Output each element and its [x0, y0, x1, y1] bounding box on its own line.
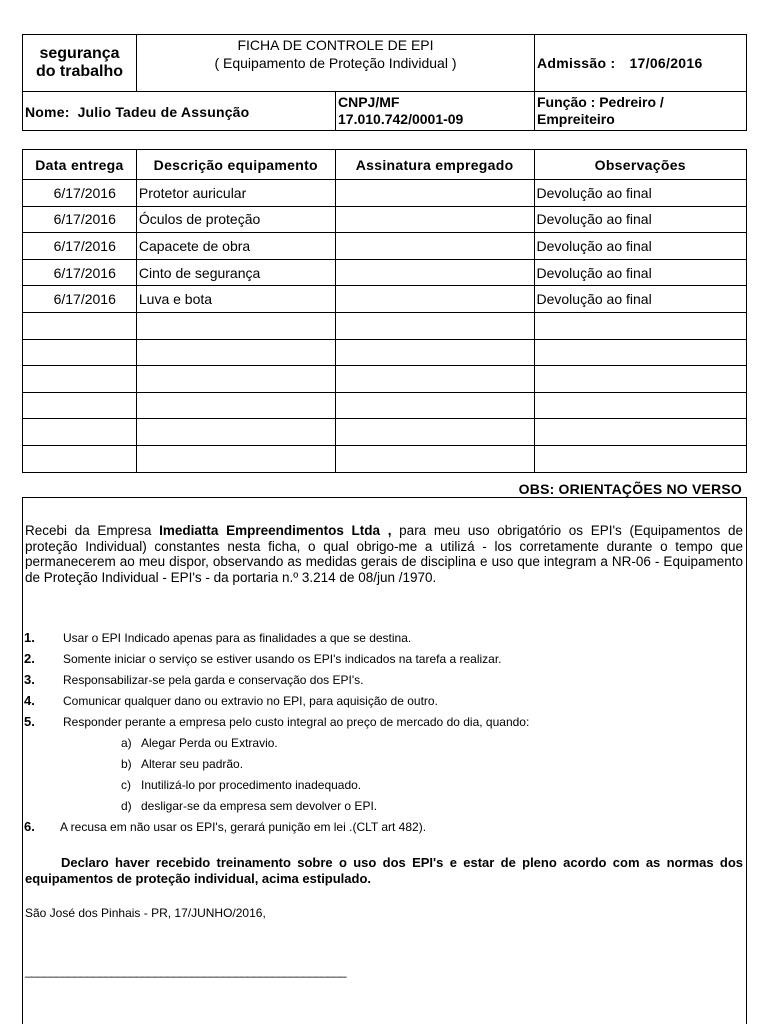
cell-date: [23, 392, 137, 419]
obs-verso-note: OBS: ORIENTAÇÕES NO VERSO: [518, 481, 742, 497]
table-row: [23, 312, 747, 339]
sub-text: Inutilizá-lo por procedimento inadequado.: [141, 777, 362, 792]
rules-list: [23, 627, 741, 837]
rule-number: 2.: [24, 651, 35, 666]
rule-text: Somente iniciar o serviço se estiver usando os EPI's indicados na tarefa a realizar.: [63, 651, 502, 666]
cell-observation: Devolução ao final: [534, 206, 747, 233]
cell-description: [136, 392, 335, 419]
table-row: [23, 286, 747, 313]
sub-item: [23, 795, 741, 816]
cell-description: Capacete de obra: [136, 233, 335, 260]
cnpj-label: CNPJ/MF: [338, 94, 400, 110]
function-line-1: Função : Pedreiro /: [537, 94, 664, 110]
cell-observation: Devolução ao final: [534, 233, 747, 260]
cell-description: [136, 339, 335, 366]
table-body: [23, 180, 747, 473]
cell-observation: [534, 445, 747, 472]
cell-date: [23, 419, 137, 446]
sub-letter: a): [121, 735, 132, 750]
sub-letter: c): [121, 777, 131, 792]
title-line-1: FICHA DE CONTROLE DE EPI: [237, 37, 434, 53]
function-line-2: Empreiteiro: [537, 111, 615, 127]
cell-description: Óculos de proteção: [136, 206, 335, 233]
rule-item: [23, 816, 741, 837]
rule-text: A recusa em não usar os EPI's, gerará punição em lei .(CLT art 482).: [60, 819, 427, 834]
cell-description: [136, 419, 335, 446]
table-row: [23, 339, 747, 366]
admission-label: Admissão :: [537, 55, 616, 71]
cell-date: [23, 445, 137, 472]
terms-intro: [25, 523, 743, 585]
sub-text: desligar-se da empresa sem devolver o EPI.: [141, 798, 378, 813]
form-title: [137, 35, 535, 92]
cell-signature: [335, 233, 534, 260]
table-header-row: [23, 150, 747, 180]
cell-observation: Devolução ao final: [534, 180, 747, 207]
cell-description: [136, 312, 335, 339]
admission-value: 17/06/2016: [629, 55, 703, 71]
rule-item: [23, 648, 741, 669]
cnpj-cell: [336, 92, 535, 131]
rule-number: 4.: [24, 693, 35, 708]
logo-cell: [23, 35, 137, 92]
rule-text: Responsabilizar-se pela garda e conservação dos EPI's.: [63, 672, 364, 687]
cell-description: Protetor auricular: [136, 180, 335, 207]
name-value: Julio Tadeu de Assunção: [77, 103, 250, 120]
intro-before-company: Recebi da Empresa: [25, 523, 160, 538]
rule-item: [23, 627, 741, 648]
cell-date: 6/17/2016: [23, 286, 137, 313]
rule-item: [23, 690, 741, 711]
rule-number: 3.: [24, 672, 35, 687]
cell-signature: [335, 339, 534, 366]
intro-after-company: para meu uso obrigatório os EPI's (Equipamentos de proteção Individual) constantes nesta ficha, o qual obrigo-me a utilizá - los corretamente durante o tempo que permanecerem ao meu dispor, observando as medidas gerais de disciplina e uso que integram a NR-06 - Equipamento de Proteção Individual - EPI's - da portaria n.º 3.214 de 08/jun /1970.: [25, 523, 743, 585]
rule-text: Comunicar qualquer dano ou extravio no EPI, para aquisição de outro.: [63, 693, 438, 708]
table-row: [23, 259, 747, 286]
logo-line-1: segurança: [39, 45, 120, 62]
col-header-signature: Assinatura empregado: [335, 150, 534, 180]
cell-signature: [335, 206, 534, 233]
cell-signature: [335, 286, 534, 313]
table-row: [23, 392, 747, 419]
rule-number: 5.: [24, 714, 35, 729]
name-label: Nome:: [25, 103, 70, 120]
sub-letter: b): [121, 756, 132, 771]
company-name: Imediatta Empreendimentos Ltda ,: [159, 523, 392, 538]
cell-observation: [534, 392, 747, 419]
declaration-text: Declaro haver recebido treinamento sobre o uso dos EPI's e estar de pleno acordo com as normas dos equipamentos de proteção individual, acima estipulado.: [25, 855, 743, 886]
sub-item: [23, 774, 741, 795]
cell-date: [23, 312, 137, 339]
sub-item: [23, 753, 741, 774]
table-row: [23, 366, 747, 393]
table-row: [23, 419, 747, 446]
rule-number: 6.: [24, 819, 35, 834]
cell-date: 6/17/2016: [23, 180, 137, 207]
admission-cell: [535, 35, 747, 92]
rule-item: [23, 711, 741, 732]
city-date: São José dos Pinhais - PR, 17/JUNHO/2016,: [25, 906, 266, 920]
cell-description: [136, 445, 335, 472]
logo-line-2: do trabalho: [35, 63, 124, 80]
sub-item: [23, 732, 741, 753]
sub-letter: d): [121, 798, 132, 813]
employee-name-cell: [23, 92, 336, 131]
cell-observation: Devolução ao final: [534, 259, 747, 286]
cell-signature: [335, 312, 534, 339]
cell-date: 6/17/2016: [23, 233, 137, 260]
cell-signature: [335, 180, 534, 207]
col-header-observations: Observações: [534, 150, 747, 180]
cell-description: [136, 366, 335, 393]
cell-observation: [534, 419, 747, 446]
function-cell: [535, 92, 747, 131]
table-row: [23, 180, 747, 207]
title-line-2: ( Equipamento de Proteção Individual ): [214, 55, 457, 71]
cell-signature: [335, 366, 534, 393]
form-header: [22, 34, 747, 131]
cell-description: Luva e bota: [136, 286, 335, 313]
sub-text: Alegar Perda ou Extravio.: [141, 735, 278, 750]
cell-date: [23, 339, 137, 366]
table-row: [23, 445, 747, 472]
cell-observation: Devolução ao final: [534, 286, 747, 313]
cell-observation: [534, 366, 747, 393]
rule-number: 1.: [24, 630, 35, 645]
table-row: [23, 233, 747, 260]
rule-text: Responder perante a empresa pelo custo integral ao preço de mercado do dia, quando:: [63, 714, 530, 729]
col-header-date: Data entrega: [23, 150, 137, 180]
signature-line: ____________________________________________________: [25, 964, 347, 978]
cell-signature: [335, 392, 534, 419]
cell-signature: [335, 419, 534, 446]
cell-observation: [534, 339, 747, 366]
cell-date: 6/17/2016: [23, 259, 137, 286]
cell-signature: [335, 259, 534, 286]
rule-item: [23, 669, 741, 690]
cell-signature: [335, 445, 534, 472]
cell-date: 6/17/2016: [23, 206, 137, 233]
cell-description: Cinto de segurança: [136, 259, 335, 286]
table-row: [23, 206, 747, 233]
cell-date: [23, 366, 137, 393]
equipment-table: [22, 149, 747, 473]
cnpj-value: 17.010.742/0001-09: [338, 111, 464, 127]
terms-box: [22, 497, 747, 1024]
cell-observation: [534, 312, 747, 339]
rule-text: Usar o EPI Indicado apenas para as finalidades a que se destina.: [63, 630, 412, 645]
sub-text: Alterar seu padrão.: [141, 756, 244, 771]
col-header-description: Descrição equipamento: [136, 150, 335, 180]
